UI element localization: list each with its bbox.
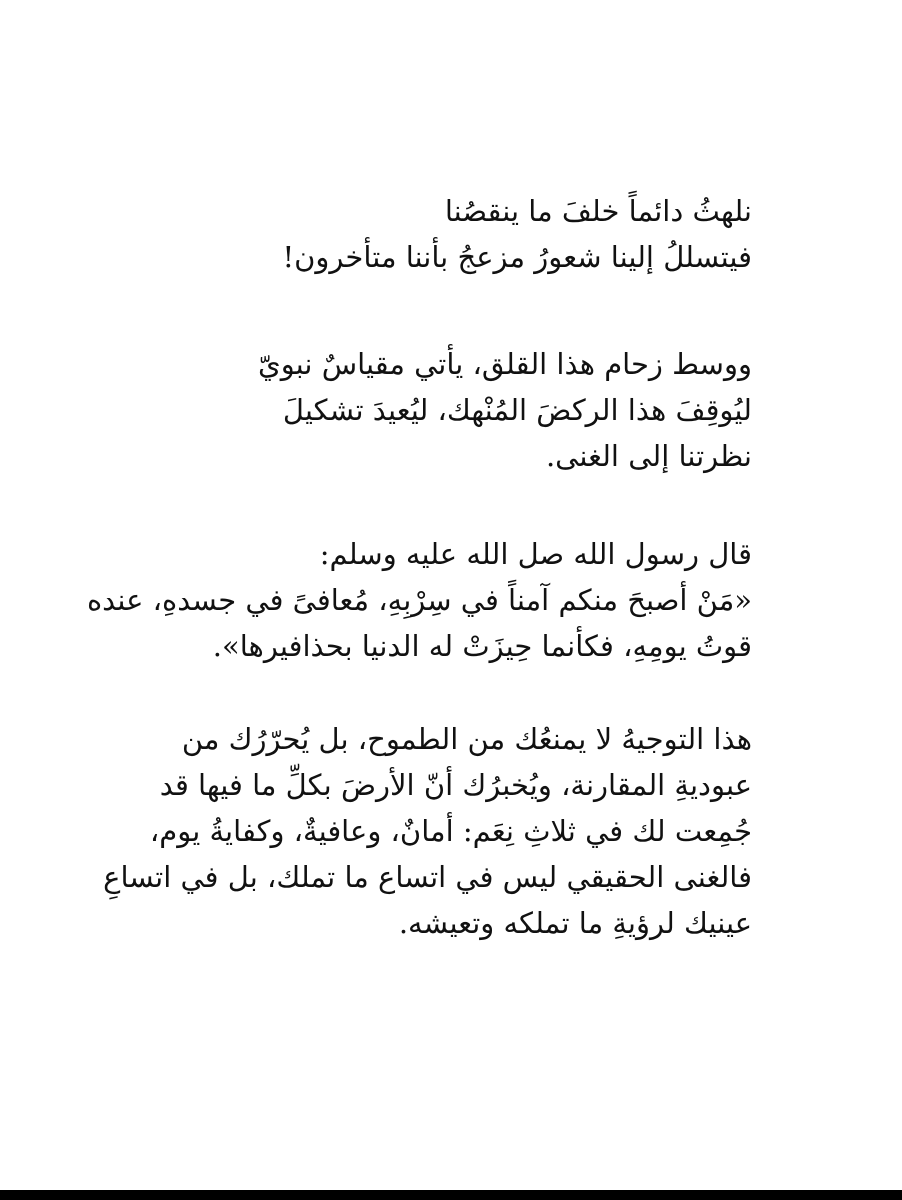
stanza-3-hadith bbox=[86, 531, 752, 669]
text-line: هذا التوجيهُ لا يمنعُك من الطموح، بل يُحرّرُك من bbox=[181, 722, 752, 756]
stanza-1 bbox=[112, 188, 752, 280]
text-line: جُمِعت لك في ثلاثِ نِعَم: أمانٌ، وعافيةٌ، وكفايةُ يوم، bbox=[149, 814, 752, 848]
text-line: فالغنى الحقيقي ليس في اتساع ما تملك، بل في اتساعِ bbox=[103, 860, 752, 894]
bottom-edge-bar bbox=[0, 1190, 902, 1200]
text-line: عبوديةِ المقارنة، ويُخبرُك أنّ الأرضَ بكلِّ ما فيها قد bbox=[159, 768, 752, 802]
text-line: ووسط زحام هذا القلق، يأتي مقياسٌ نبويّ bbox=[258, 347, 752, 381]
text-line: فيتسللُ إلينا شعورُ مزعجُ بأننا متأخرون! bbox=[282, 240, 752, 274]
stanza-4 bbox=[103, 716, 752, 946]
stanza-2 bbox=[112, 341, 752, 479]
text-line: «مَنْ أصبحَ منكم آمناً في سِرْبِهِ، مُعافىً في جسدهِ، عنده bbox=[86, 583, 752, 617]
text-line: قوتُ يومِهِ، فكأنما حِيزَتْ له الدنيا بحذافيرها». bbox=[212, 629, 752, 663]
text-line: نلهثُ دائماً خلفَ ما ينقصُنا bbox=[444, 194, 752, 228]
text-line: ليُوقِفَ هذا الركضَ المُنْهك، ليُعيدَ تشكيلَ bbox=[282, 393, 752, 427]
text-line: نظرتنا إلى الغنى. bbox=[545, 439, 752, 473]
text-line: قال رسول الله صل الله عليه وسلم: bbox=[319, 537, 752, 571]
text-line: عينيك لرؤيةِ ما تملكه وتعيشه. bbox=[398, 906, 752, 940]
